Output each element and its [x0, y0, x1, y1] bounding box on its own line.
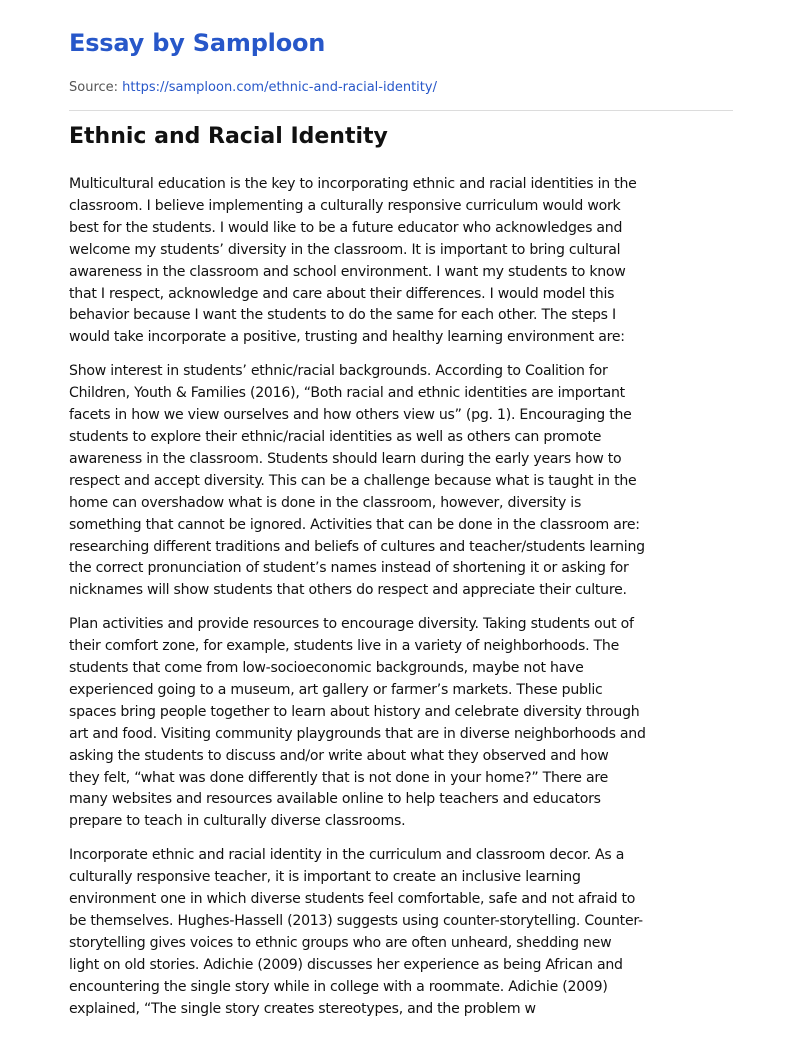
- text-line: that I respect, acknowledge and care about their differences. I would model this: [69, 285, 615, 302]
- text-line: asking the students to discuss and/or write about what they observed and how: [69, 747, 609, 764]
- text-line: art and food. Visiting community playgrounds that are in diverse neighborhoods and: [69, 725, 646, 742]
- text-line: many websites and resources available online to help teachers and educators: [69, 791, 601, 808]
- text-line: Children, Youth & Families (2016), “Both racial and ethnic identities are important: [69, 385, 625, 402]
- text-line: the correct pronunciation of student’s names instead of shortening it or asking for: [69, 560, 629, 577]
- source-line: [69, 80, 437, 95]
- text-line: awareness in the classroom and school environment. I want my students to know: [69, 263, 626, 280]
- essay-body: [69, 174, 733, 1033]
- text-line: spaces bring people together to learn about history and celebrate diversity through: [69, 703, 640, 720]
- text-line: storytelling gives voices to ethnic groups who are often unheard, shedding new: [69, 934, 612, 951]
- text-line: Plan activities and provide resources to encourage diversity. Taking students out of: [69, 616, 634, 633]
- source-link[interactable]: https://samploon.com/ethnic-and-racial-identity/: [122, 80, 437, 95]
- text-line: respect and accept diversity. This can be a challenge because what is taught in the: [69, 472, 637, 489]
- source-label: Source:: [69, 80, 119, 95]
- text-line: nicknames will show students that others do respect and appreciate their culture.: [69, 582, 627, 599]
- text-line: would take incorporate a positive, trusting and healthy learning environment are:: [69, 329, 625, 346]
- paragraph-2: [69, 361, 733, 602]
- text-line: behavior because I want the students to do the same for each other. The steps I: [69, 307, 616, 324]
- text-line: welcome my students’ diversity in the classroom. It is important to bring cultural: [69, 241, 621, 258]
- site-brand[interactable]: Essay by Samploon: [69, 29, 326, 57]
- text-line: encountering the single story while in college with a roommate. Adichie (2009): [69, 978, 608, 995]
- text-line: students that come from low-socioeconomic backgrounds, maybe not have: [69, 660, 584, 677]
- text-line: Multicultural education is the key to incorporating ethnic and racial identities in the: [69, 176, 637, 192]
- text-line: something that cannot be ignored. Activities that can be done in the classroom are:: [69, 516, 640, 533]
- text-line: their comfort zone, for example, students live in a variety of neighborhoods. The: [69, 638, 620, 655]
- paragraph-3: [69, 614, 733, 833]
- paragraph-1: [69, 174, 733, 349]
- text-line: Show interest in students’ ethnic/racial backgrounds. According to Coalition for: [69, 363, 608, 380]
- text-line: experienced going to a museum, art gallery or farmer’s markets. These public: [69, 681, 603, 698]
- text-line: facets in how we view ourselves and how others view us” (pg. 1). Encouraging the: [69, 407, 632, 424]
- text-line: they felt, “what was done differently that is not done in your home?” There are: [69, 769, 608, 786]
- text-line: classroom. I believe implementing a culturally responsive curriculum would work: [69, 197, 621, 214]
- text-line: explained, “The single story creates stereotypes, and the problem w: [69, 1000, 536, 1017]
- text-line: researching different traditions and beliefs of cultures and teacher/students learning: [69, 538, 645, 555]
- text-line: students to explore their ethnic/racial identities as well as others can promote: [69, 428, 602, 445]
- text-line: culturally responsive teacher, it is important to create an inclusive learning: [69, 869, 581, 886]
- text-line: best for the students. I would like to be a future educator who acknowledges and: [69, 219, 623, 236]
- essay-title: Ethnic and Racial Identity: [69, 124, 388, 149]
- text-line: Incorporate ethnic and racial identity in the curriculum and classroom decor. As a: [69, 847, 625, 864]
- header-divider: [69, 110, 733, 111]
- text-line: awareness in the classroom. Students should learn during the early years how to: [69, 450, 622, 467]
- text-line: prepare to teach in culturally diverse classrooms.: [69, 813, 406, 830]
- paragraph-4: [69, 845, 733, 1020]
- text-line: environment one in which diverse students feel comfortable, safe and not afraid to: [69, 891, 636, 908]
- text-line: be themselves. Hughes-Hassell (2013) suggests using counter-storytelling. Counter-: [69, 913, 643, 929]
- text-line: home can overshadow what is done in the classroom, however, diversity is: [69, 494, 582, 511]
- text-line: light on old stories. Adichie (2009) discusses her experience as being African and: [69, 956, 623, 973]
